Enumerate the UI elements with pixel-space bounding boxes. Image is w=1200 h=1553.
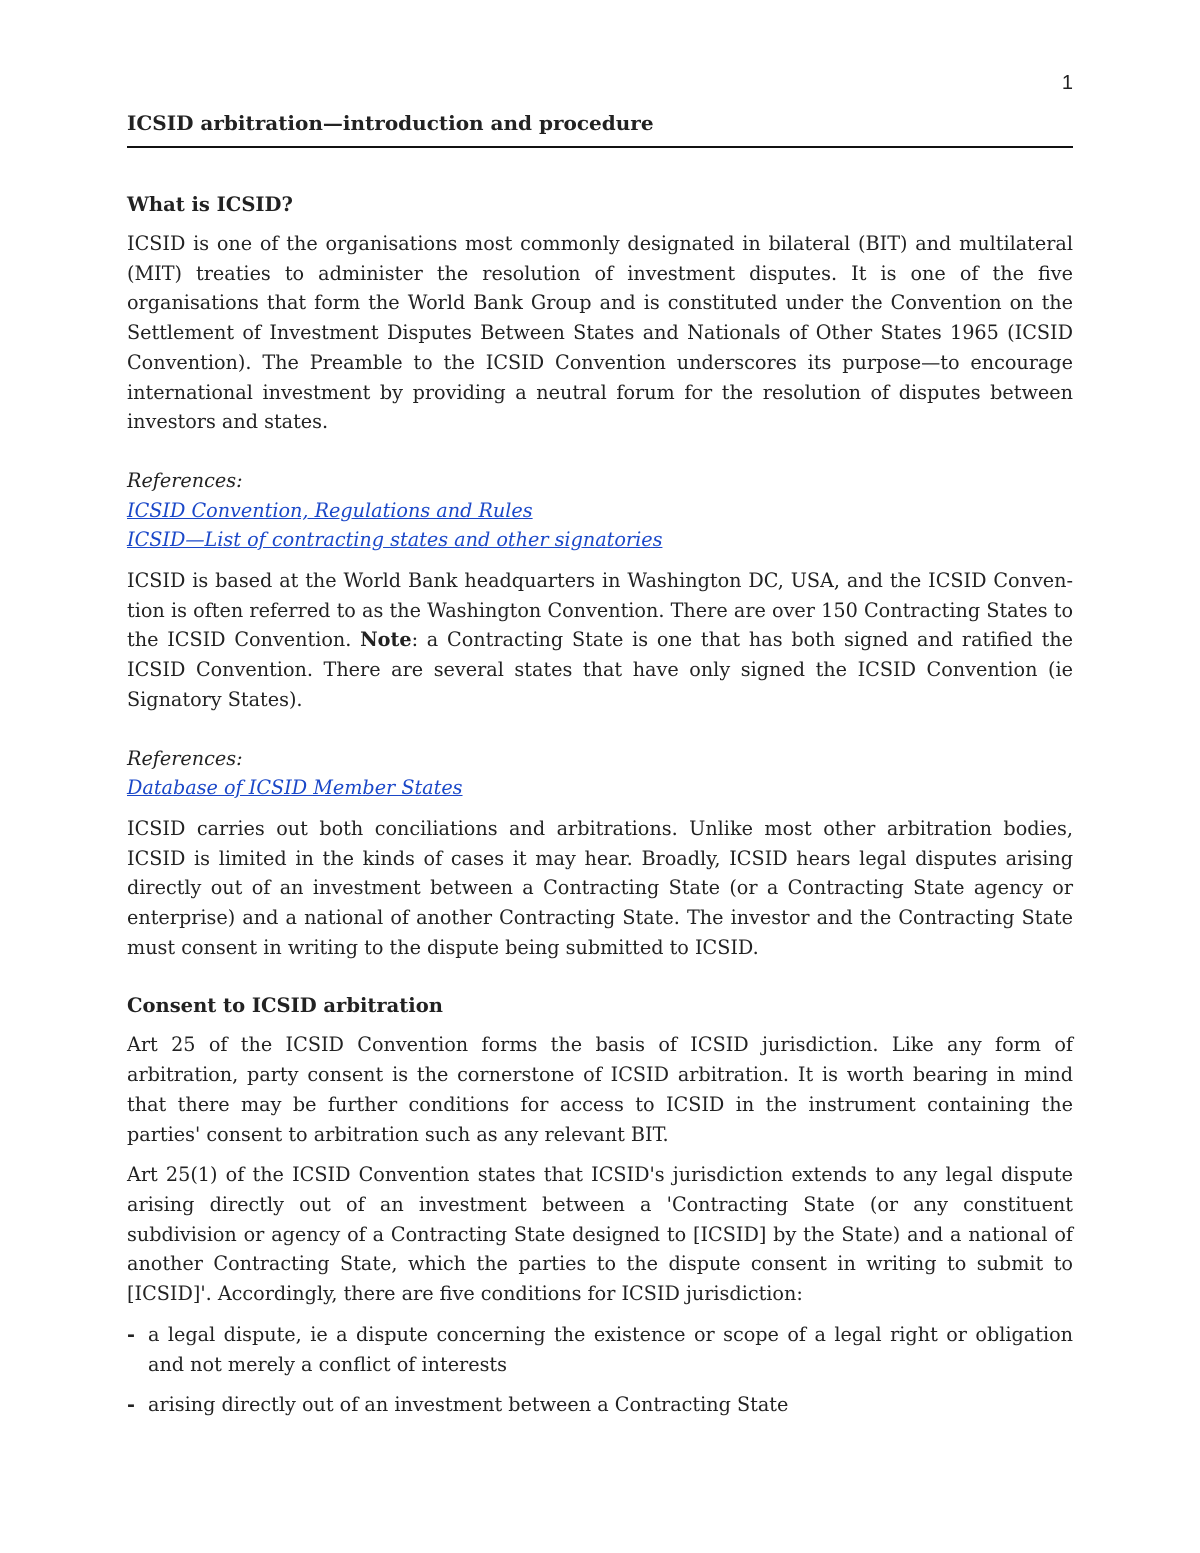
document-body xyxy=(127,190,1073,1431)
bullet-dash-icon: - xyxy=(127,1393,135,1417)
list-item xyxy=(127,1320,1073,1379)
spacer xyxy=(127,726,1073,744)
list-item-text: a legal dispute, ie a dispute concerning the existence or scope of a legal right or obligation and not merely a conflict of interests xyxy=(148,1322,1073,1376)
conditions-list xyxy=(127,1320,1073,1420)
references-block-2 xyxy=(127,744,1073,803)
link-icsid-convention-regulations-rules[interactable]: ICSID Convention, Regulations and Rules xyxy=(127,498,533,522)
link-database-icsid-member-states[interactable]: Database of ICSID Member States xyxy=(127,776,463,800)
paragraph-text: : a Contracting State is one that has both signed and ratified the ICSID Convention. There are several states that have only signed the ICSID Convention (ie Signatory States). xyxy=(127,628,1073,711)
paragraph-icsid-overview: ICSID is one of the organisations most commonly designated in bilateral (BIT) and multilateral (MIT) treaties to administer the resolution of investment disputes. It is one of the five organisations that form the World Bank Group and is constituted under the Convention on the Settlement of Investment Disputes Between States and Nationals of Other States 1965 (ICSID Convention). The Preamble to the ICSID Convention underscores its purpose—to encourage international investment by providing a neutral forum for the resolution of disputes between investors and states. xyxy=(127,232,1073,434)
section-heading-what-is-icsid: What is ICSID? xyxy=(127,193,293,216)
bullet-dash-icon: - xyxy=(127,1322,135,1346)
page-number: 1 xyxy=(1061,72,1073,94)
paragraph-conciliations-arbitrations: ICSID carries out both conciliations and arbitrations. Unlike most other arbitration bodies, ICSID is limited in the kinds of cases it may hear. Broadly, ICSID hears legal disputes arising directly out of an investment between a Contracting State (or a Contracting State agency or enterprise) and a national of another Contracting State. The investor and the Contracting State must consent in writing to the dispute being submitted to ICSID. xyxy=(127,816,1073,959)
note-label: Note xyxy=(360,628,412,652)
link-icsid-list-contracting-states[interactable]: ICSID—List of contracting states and other signatories xyxy=(127,528,663,552)
references-block-1 xyxy=(127,466,1073,555)
spacer xyxy=(127,448,1073,466)
references-label: References: xyxy=(127,468,243,492)
document-title: ICSID arbitration—introduction and procedure xyxy=(127,108,1073,148)
list-item-text: arising directly out of an investment between a Contracting State xyxy=(148,1393,789,1417)
spacer xyxy=(127,973,1073,991)
paragraph-art-25: Art 25 of the ICSID Convention forms the basis of ICSID jurisdiction. Like any form of arbitration, party consent is the cornerstone of ICSID arbitration. It is worth bearing in mind that there may be further conditions for access to ICSID in the instrument containing the parties' consent to arbitration such as any relevant BIT. xyxy=(127,1033,1073,1146)
paragraph-text: ICSID is based at the World Bank headquarters in Washington DC, USA, and the ICSID Convention is often referred to as the Washington Convention. There are over 150 Contracting States to the ICSID Convention. xyxy=(127,569,1073,652)
list-item xyxy=(127,1390,1073,1420)
paragraph-art-25-1: Art 25(1) of the ICSID Convention states that ICSID's jurisdiction extends to any legal dispute arising directly out of an investment between a 'Contracting State (or any constituent subdivision or agency of a Contracting State designed to [ICSID] by the State) and a national of another Contracting State, which the parties to the dispute consent in writing to submit to [ICSID]'. Accordingly, there are five conditions for ICSID jurisdiction: xyxy=(127,1163,1073,1306)
references-label: References: xyxy=(127,746,243,770)
paragraph-washington-convention xyxy=(127,566,1073,715)
section-heading-consent: Consent to ICSID arbitration xyxy=(127,994,443,1018)
